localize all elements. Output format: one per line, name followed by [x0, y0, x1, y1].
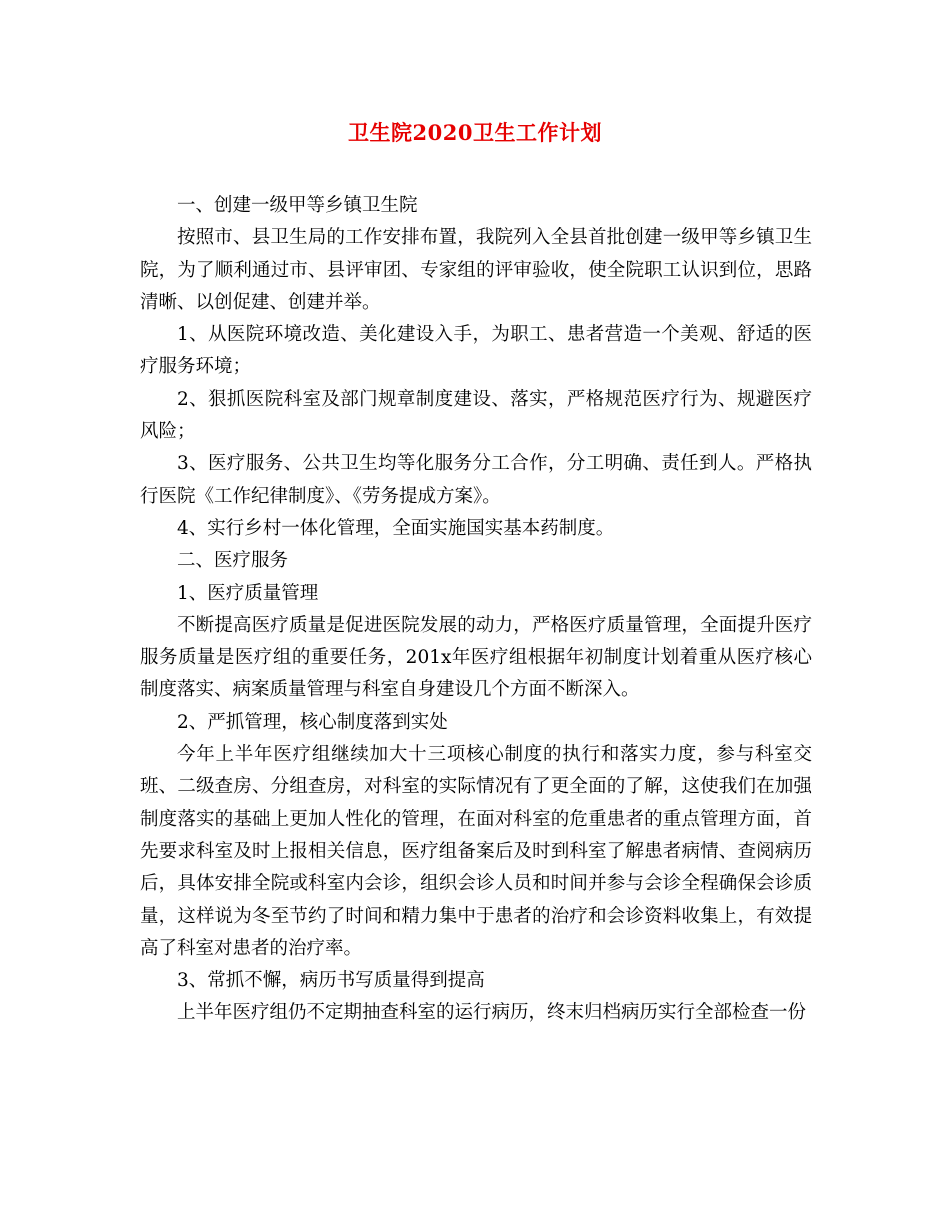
section-heading-2: 二、医疗服务: [177, 550, 289, 572]
list-item: 2、狠抓医院科室及部门规章制度建设、落实，严格规范医疗行为、规避医疗风险；: [140, 388, 812, 443]
subheading: 2、严抓管理，核心制度落到实处: [177, 711, 448, 733]
list-item: 3、医疗服务、公共卫生均等化服务分工合作，分工明确、责任到人。严格执行医院《工作纪律制度》、《劳务提成方案》。: [140, 453, 812, 507]
list-item: 4、实行乡村一体化管理，全面实施国实基本药制度。: [177, 517, 615, 539]
section-heading-1: 一、创建一级甲等乡镇卫生院: [177, 195, 418, 216]
paragraph: 不断提高医疗质量是促进医院发展的动力，严格医疗质量管理，全面提升医疗服务质量是医疗组的重要任务，201x年医疗组根据年初制度计划着重从医疗核心制度落实、病案质量管理与科室自身建设几个方面不断深入。: [140, 614, 812, 701]
subheading: 1、医疗质量管理: [177, 582, 319, 604]
list-item: 1、从医院环境改造、美化建设入手，为职工、患者营造一个美观、舒适的医疗服务环境；: [140, 324, 812, 378]
document-title: 卫生院2020卫生工作计划: [348, 120, 602, 145]
paragraph: 今年上半年医疗组继续加大十三项核心制度的执行和落实力度，参与科室交班、二级查房、分组查房，对科室的实际情况有了更全面的了解，这使我们在加强制度落实的基础上更加人性化的管理，在面对科室的危重患者的重点管理方面，首先要求科室及时上报相关信息，医疗组备案后及时到科室了解患者病情、查阅病历后，具体安排全院或科室内会诊，组织会诊人员和时间并参与会诊全程确保会诊质量，这样说为冬至节约了时间和精力集中于患者的治疗和会诊资料收集上，有效提高了科室对患者的治疗率。: [140, 744, 812, 959]
paragraph: 按照市、县卫生局的工作安排布置，我院列入全县首批创建一级甲等乡镇卫生院，为了顺利通过市、县评审团、专家组的评审验收，使全院职工认识到位，思路清晰、以创促建、创建并举。: [140, 227, 812, 313]
document-body: [140, 190, 812, 1030]
paragraph: 上半年医疗组仍不定期抽查科室的运行病历，终末归档病历实行全部检查一份: [177, 1002, 807, 1024]
subheading: 3、常抓不懈，病历书写质量得到提高: [177, 970, 485, 992]
